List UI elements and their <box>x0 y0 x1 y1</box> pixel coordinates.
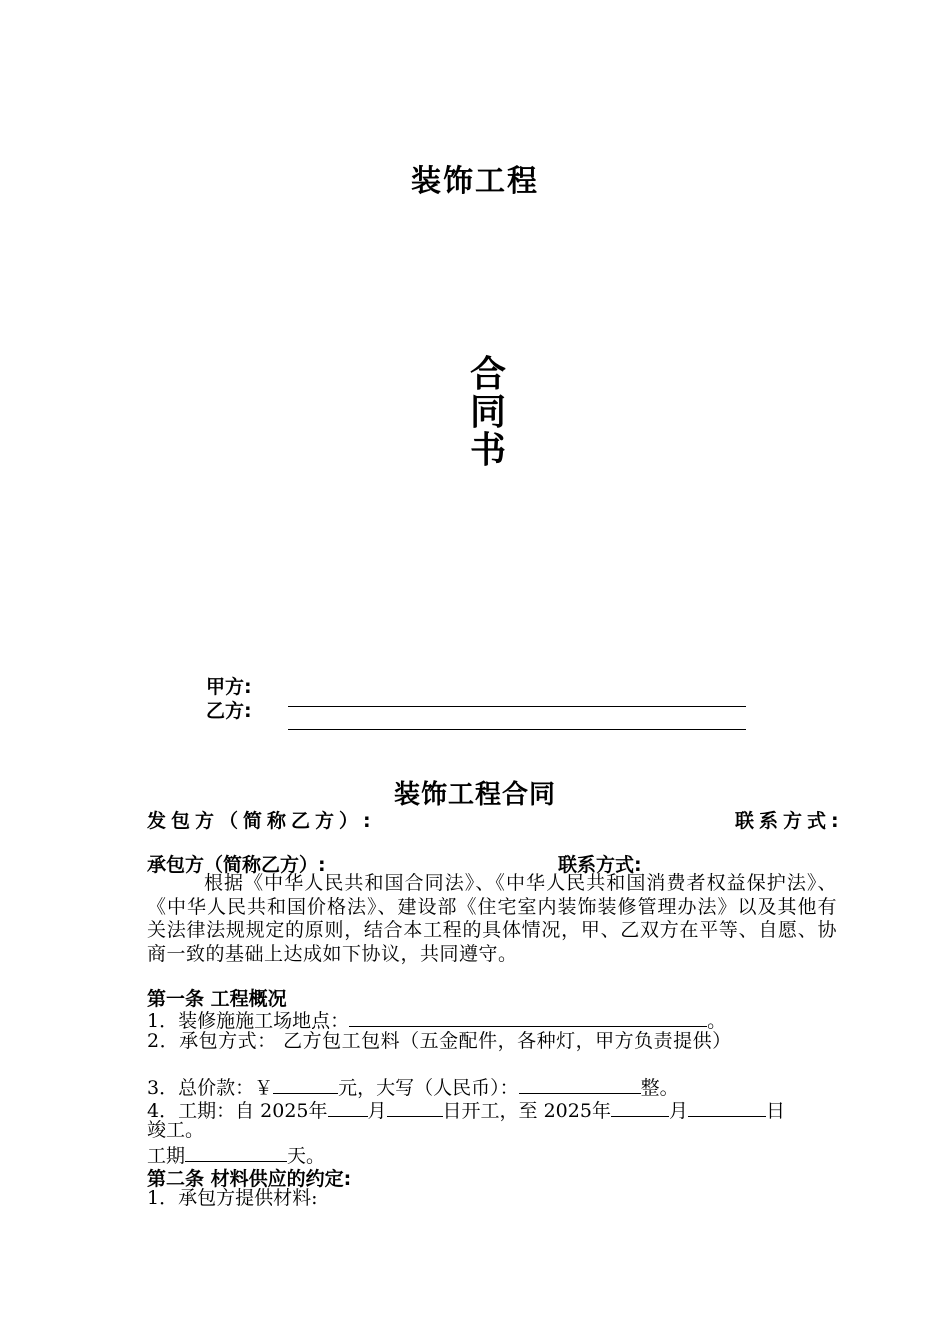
item-1-end: 。 <box>707 1010 727 1032</box>
item-3-unit: 元，大写（人民币）： <box>338 1077 519 1099</box>
article-2-item-1: 1．承包方提供材料: <box>147 1187 318 1209</box>
cover-vertical-title <box>466 356 510 470</box>
item-3-end: 整。 <box>640 1077 679 1099</box>
end-year: 2025 <box>543 1100 592 1122</box>
end-month-char: 月 <box>668 1100 688 1122</box>
item-2: 2．承包方式： 乙方包工包料（五金配件，各种灯，甲方负责提供） <box>147 1030 732 1052</box>
issuer-label: 发包方（简称乙方）: <box>147 810 376 832</box>
article-1-title: 第一条 工程概况 <box>147 988 287 1010</box>
contractor-contact: 联系方式: <box>558 854 642 876</box>
end-month-blank[interactable] <box>611 1097 669 1117</box>
cover-title: 装饰工程 <box>411 164 539 199</box>
item-3-label: 3．总价款：￥ <box>147 1077 274 1099</box>
cover-char-1: 合 <box>469 354 506 395</box>
cover-char-3: 书 <box>469 430 506 471</box>
start-year: 2025 <box>260 1100 309 1122</box>
party-b-label: 乙方: <box>206 700 252 722</box>
duration-unit: 天。 <box>287 1145 326 1167</box>
article-2-title: 第二条 材料供应的约定: <box>147 1168 352 1190</box>
issuer-contact: 联系方式: <box>735 810 844 832</box>
item-4 <box>147 1097 785 1123</box>
end-day-blank[interactable] <box>688 1097 766 1117</box>
end-day-char: 日 <box>765 1100 785 1122</box>
contract-title: 装饰工程合同 <box>393 780 556 810</box>
party-b-line <box>288 729 746 730</box>
preamble-paragraph: 根据《中华人民共和国合同法》、《中华人民共和国消费者权益保护法》、《中华人民共和国价格法》、建设部《住宅室内装饰装修管理办法》以及其他有关法律法规规定的原则，结合本工程的具体情况，甲、乙双方在平等、自愿、协商一致的基础上达成如下协议，共同遵守。 <box>147 872 837 965</box>
item-4-label: 4．工期：自 <box>147 1100 255 1122</box>
start-month-blank[interactable] <box>328 1097 368 1117</box>
price-words-blank[interactable] <box>519 1074 641 1094</box>
party-a-label: 甲方: <box>206 676 252 698</box>
start-day-blank[interactable] <box>387 1097 443 1117</box>
start-month-char: 月 <box>367 1100 387 1122</box>
item-4-end: 竣工。 <box>147 1119 205 1141</box>
duration-blank[interactable] <box>185 1142 287 1162</box>
cover-char-2: 同 <box>469 392 506 433</box>
item-1-label: 1．装修施施工场地点： <box>147 1010 350 1032</box>
price-blank[interactable] <box>273 1074 338 1094</box>
duration-label: 工期 <box>147 1145 186 1167</box>
end-year-char: 年 <box>591 1100 611 1122</box>
site-address-blank[interactable] <box>349 1007 707 1027</box>
party-a-line <box>288 706 746 707</box>
contractor-label: 承包方（简称乙方）: <box>147 854 326 876</box>
item-4-start: 日开工，至 <box>442 1100 538 1122</box>
start-year-char: 年 <box>308 1100 328 1122</box>
